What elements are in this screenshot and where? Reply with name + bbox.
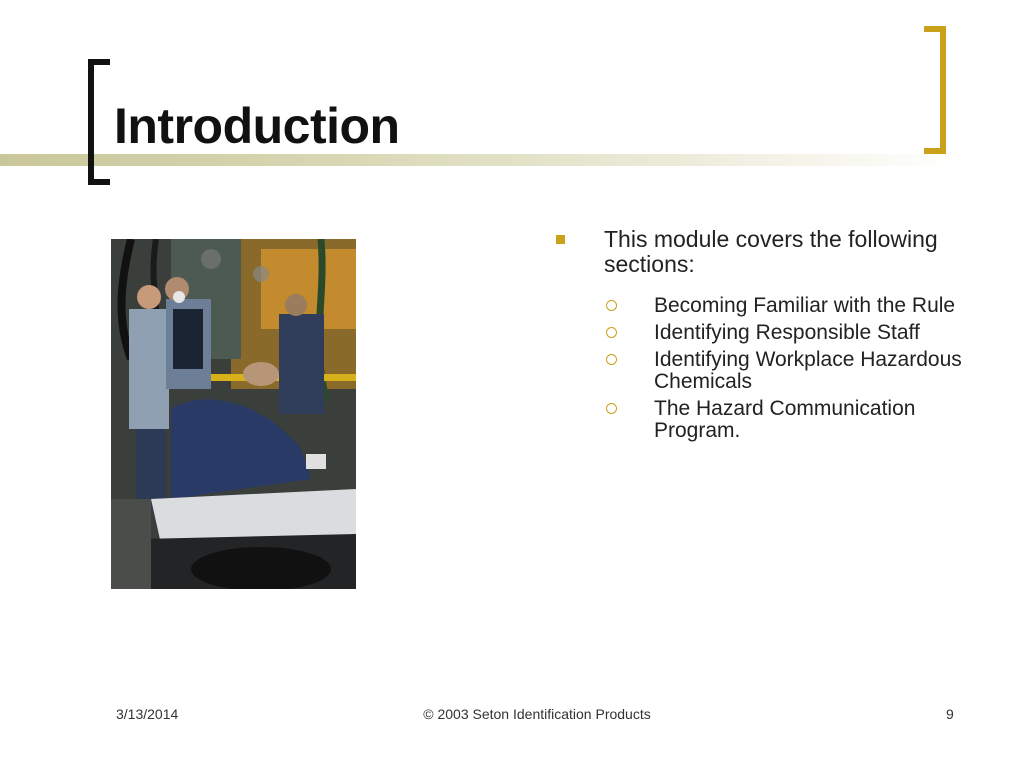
list-item xyxy=(552,295,972,317)
sections-list xyxy=(552,295,972,442)
square-bullet-icon xyxy=(556,235,565,244)
left-bracket-icon xyxy=(88,59,110,185)
factory-workers-photo xyxy=(111,239,356,589)
right-bracket-icon xyxy=(924,26,946,154)
list-item-text: Identifying Workplace Hazardous Chemicals xyxy=(654,348,962,393)
ring-bullet-icon xyxy=(606,403,617,414)
main-bullet-text: This module covers the following sections: xyxy=(604,226,938,277)
list-item xyxy=(552,322,972,344)
content-area xyxy=(552,225,972,447)
footer-date: 3/13/2014 xyxy=(116,706,179,722)
ring-bullet-icon xyxy=(606,300,617,311)
list-item-text: The Hazard Communication Program. xyxy=(654,397,916,442)
ring-bullet-icon xyxy=(606,327,617,338)
footer-copyright: © 2003 Seton Identification Products xyxy=(423,706,651,722)
list-item xyxy=(552,349,972,393)
ring-bullet-icon xyxy=(606,354,617,365)
main-bullet xyxy=(552,227,972,277)
slide-title: Introduction xyxy=(114,98,400,154)
title-band xyxy=(0,154,960,166)
list-item-text: Becoming Familiar with the Rule xyxy=(654,294,956,317)
list-item-text: Identifying Responsible Staff xyxy=(654,321,920,344)
list-item xyxy=(552,398,972,442)
footer-page-number: 9 xyxy=(946,706,954,722)
